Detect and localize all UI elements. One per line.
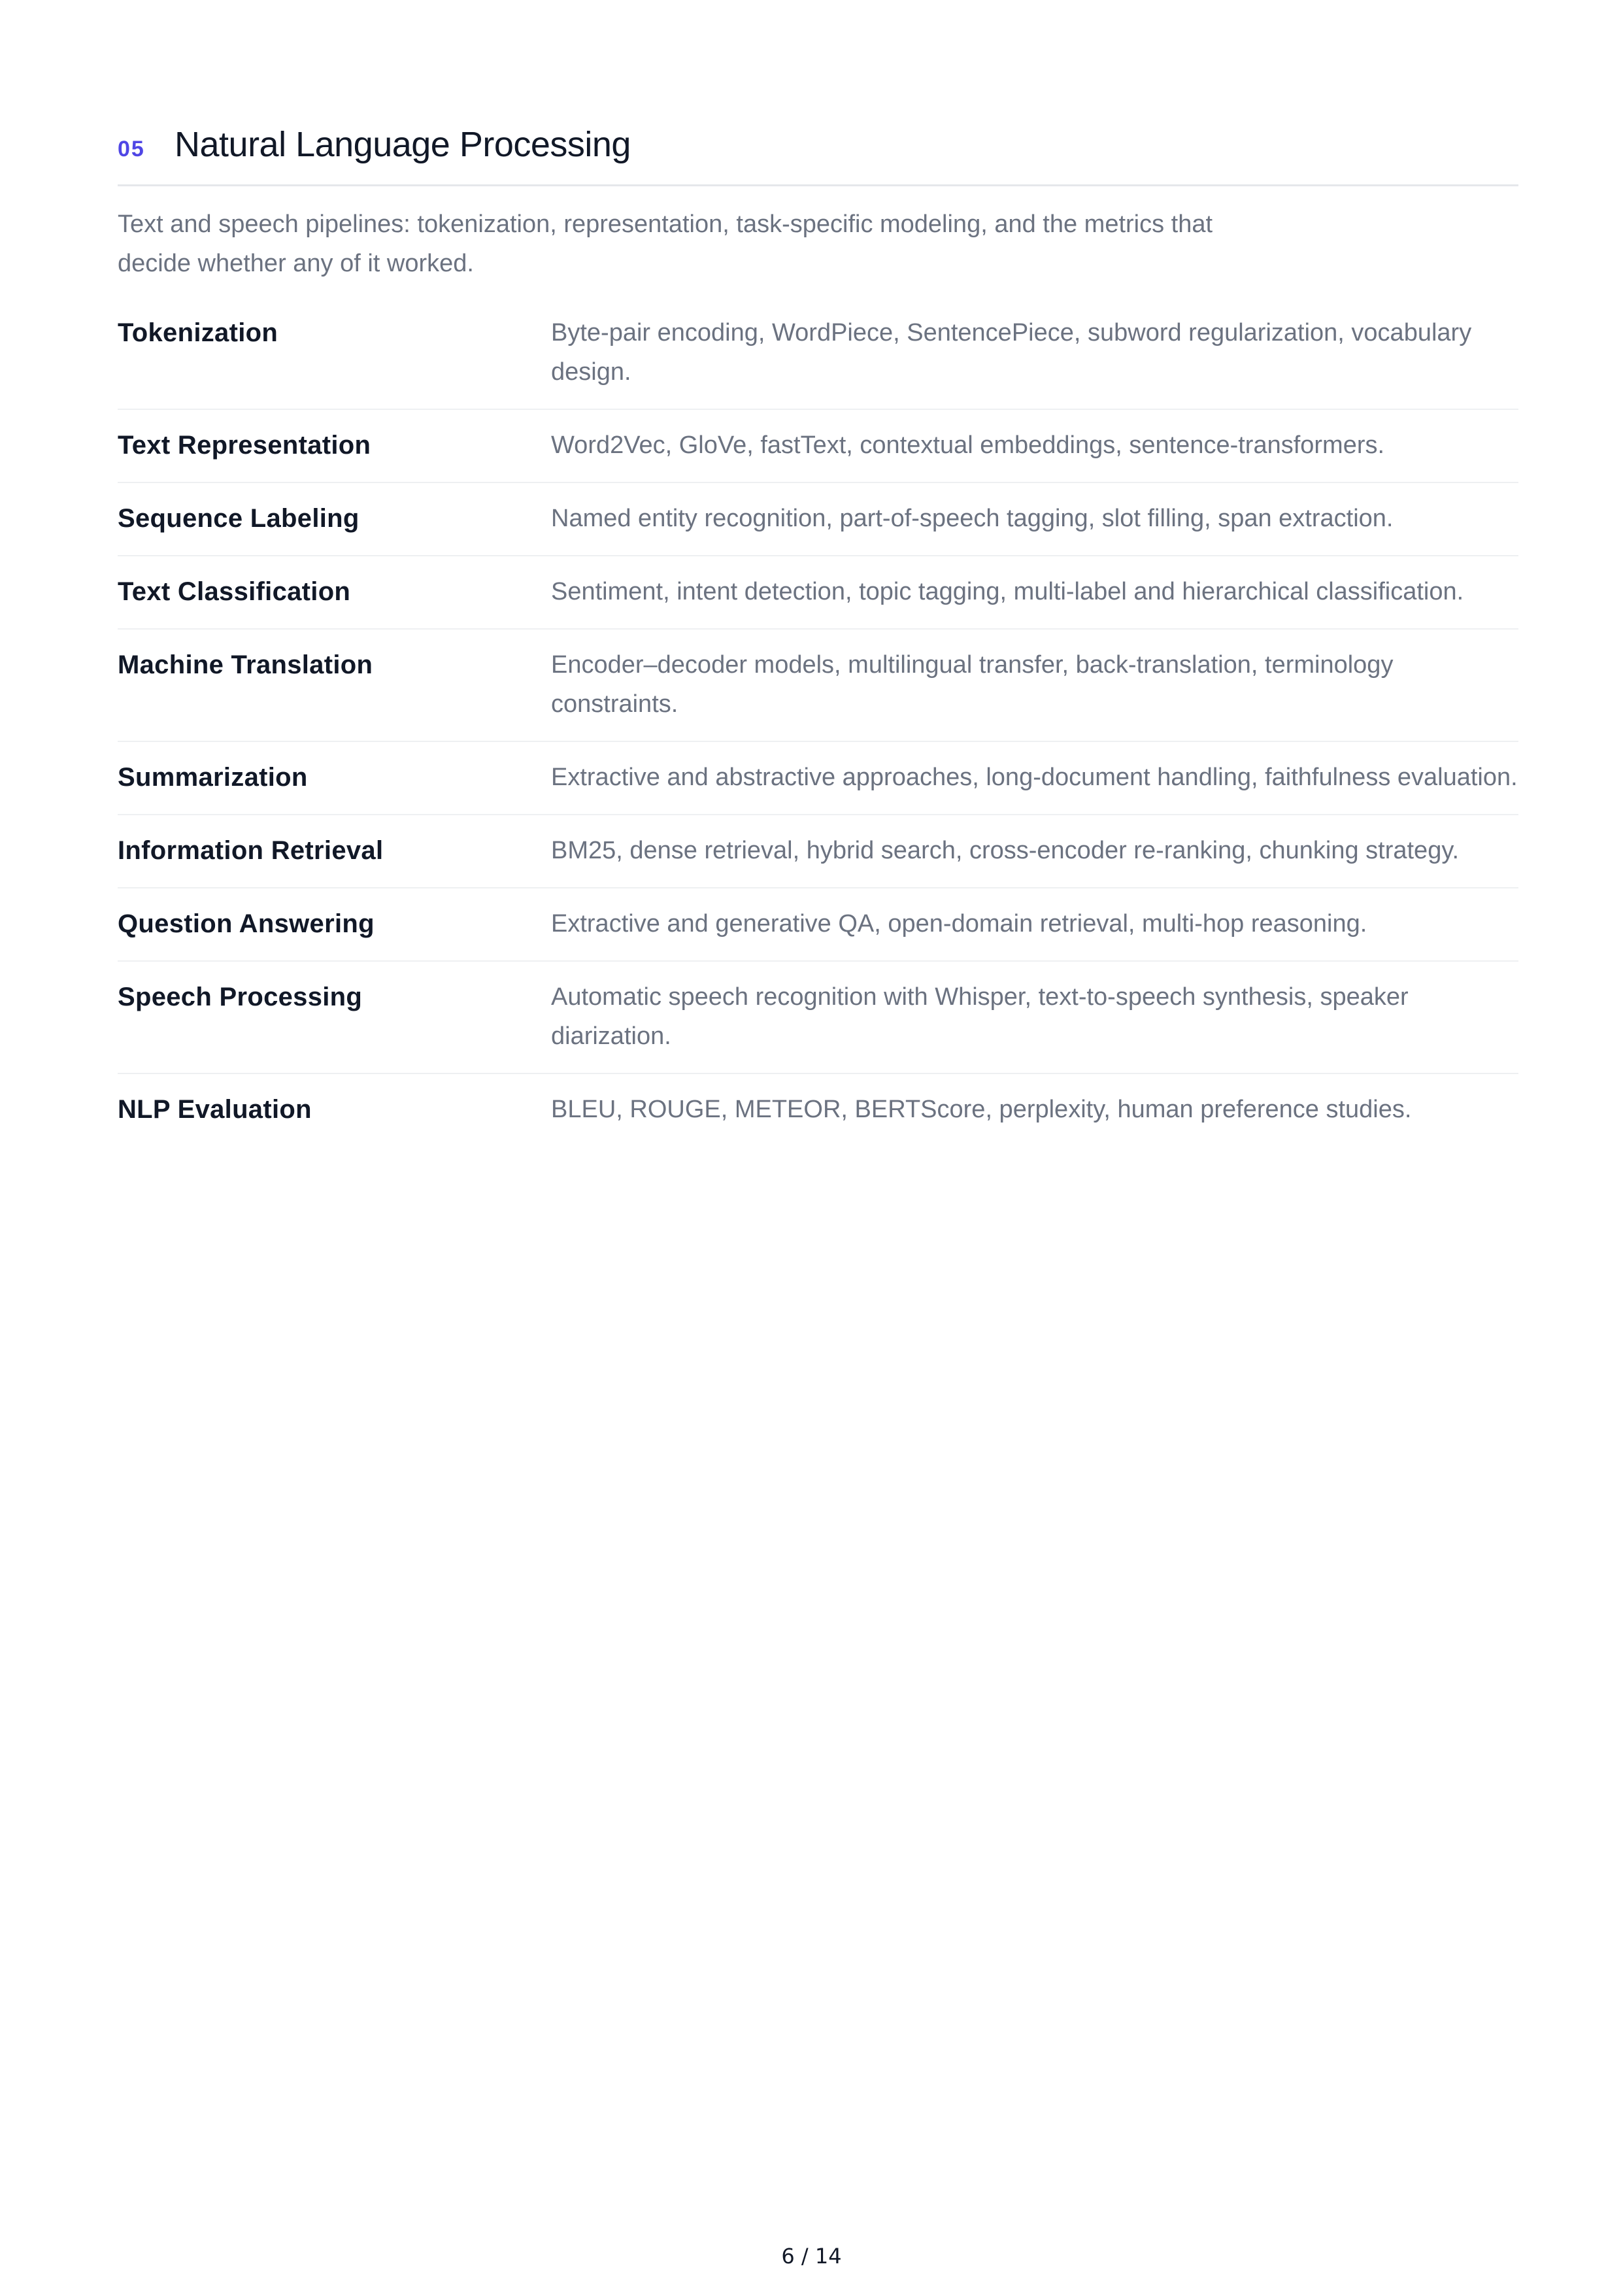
section-intro: Text and speech pipelines: tokenization, representation, task-specific modeling, and the metrics that decide whether any of it worked. xyxy=(118,211,1213,277)
topic-description: Encoder–decoder models, multilingual transfer, back-translation, terminology constraints. xyxy=(551,651,1394,718)
topic-row xyxy=(118,630,1518,742)
section-title: Natural Language Processing xyxy=(175,125,631,164)
topic-description: Extractive and generative QA, open-domain retrieval, multi-hop reasoning. xyxy=(551,910,1367,937)
topic-name: Text Classification xyxy=(118,577,351,606)
topic-row xyxy=(118,742,1518,815)
topic-name: Tokenization xyxy=(118,318,278,347)
topic-name: NLP Evaluation xyxy=(118,1095,312,1124)
topic-description: Byte-pair encoding, WordPiece, SentencePiece, subword regularization, vocabulary design. xyxy=(551,319,1472,386)
topic-row xyxy=(118,888,1518,962)
page-number: 6 / 14 xyxy=(781,2244,842,2269)
section-number: 05 xyxy=(118,137,145,161)
topic-row xyxy=(118,313,1518,410)
topic-row xyxy=(118,962,1518,1074)
topic-row xyxy=(118,1074,1518,1146)
section-header xyxy=(118,124,1518,186)
document-page xyxy=(118,124,1518,1146)
topic-row xyxy=(118,410,1518,483)
topic-description: Sentiment, intent detection, topic tagging, multi-label and hierarchical classification. xyxy=(551,578,1464,605)
topic-name: Sequence Labeling xyxy=(118,504,360,533)
topic-description: Automatic speech recognition with Whisper, text-to-speech synthesis, speaker diarization. xyxy=(551,983,1409,1050)
topic-name: Summarization xyxy=(118,763,308,792)
topic-row xyxy=(118,483,1518,556)
topic-list xyxy=(118,313,1518,1146)
topic-name: Machine Translation xyxy=(118,650,373,679)
topic-description: BM25, dense retrieval, hybrid search, cross-encoder re-ranking, chunking strategy. xyxy=(551,837,1460,864)
topic-name: Text Representation xyxy=(118,431,371,460)
topic-name: Question Answering xyxy=(118,909,375,938)
topic-row xyxy=(118,556,1518,630)
topic-description: Named entity recognition, part-of-speech tagging, slot filling, span extraction. xyxy=(551,505,1394,532)
topic-name: Information Retrieval xyxy=(118,836,384,865)
topic-description: Word2Vec, GloVe, fastText, contextual embeddings, sentence-transformers. xyxy=(551,431,1385,459)
topic-description: Extractive and abstractive approaches, long-document handling, faithfulness evaluation. xyxy=(551,764,1518,791)
topic-name: Speech Processing xyxy=(118,983,363,1011)
topic-description: BLEU, ROUGE, METEOR, BERTScore, perplexity, human preference studies. xyxy=(551,1096,1412,1123)
topic-row xyxy=(118,815,1518,888)
